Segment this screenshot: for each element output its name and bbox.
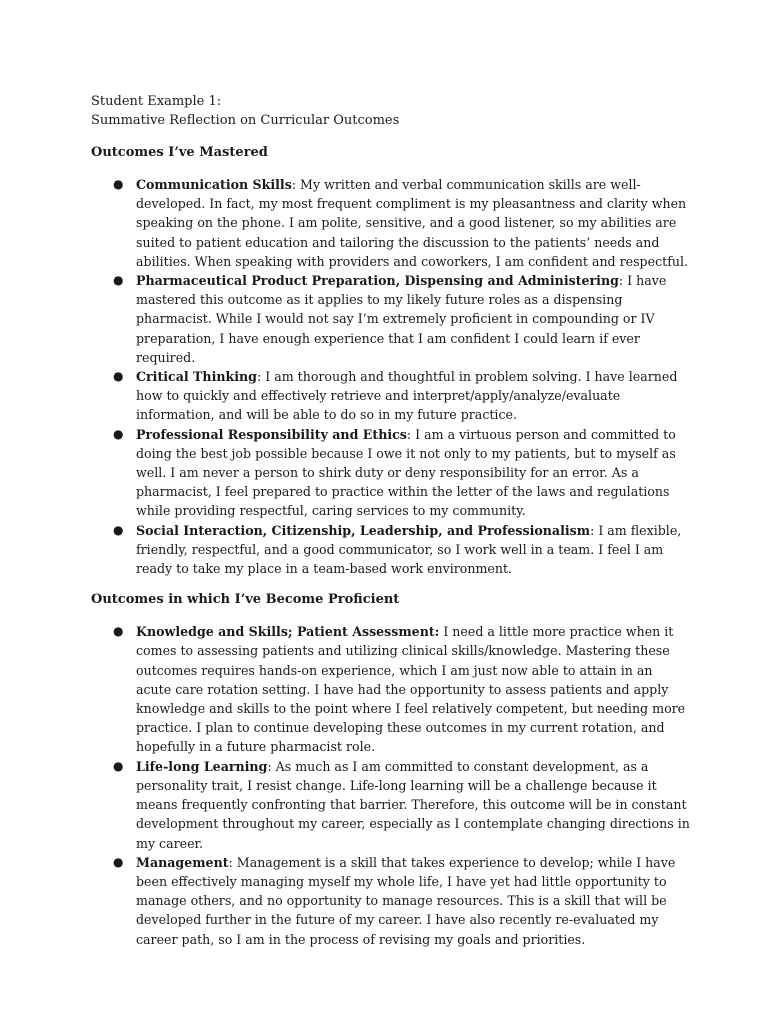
outcome-description: I need a little more practice when it comes to assessing patients and utilizing clinical skills/knowledge. Mastering these outcomes requires hands-on experience, which I am just now able to attain in an acute care rotation setting. I have had the opportunity to assess patients and apply knowledge and skills to the point where I feel relatively competent, but needing more practice. I plan to continue developing these outcomes in my current rotation, and hopefully in a future pharmacist role.	[136, 624, 686, 755]
document-label: Student Example 1:	[91, 94, 222, 109]
section-heading-proficient: Outcomes in which I’ve Become Proficient	[91, 592, 400, 608]
list-item	[91, 425, 691, 521]
outcome-description: : I am thorough and thoughtful in problem solving. I have learned how to quickly and effectively retrieve and interpret/apply/analyze/evaluate information, and will be able to do so in my future practice.	[136, 369, 678, 423]
bullet-icon: ●	[113, 273, 124, 288]
outcome-term: Communication Skills	[136, 177, 292, 192]
list-item	[91, 622, 691, 756]
bullet-icon: ●	[113, 369, 124, 384]
document-title: Summative Reflection on Curricular Outcomes	[91, 113, 400, 128]
outcome-term: Social Interaction, Citizenship, Leadership, and Professionalism	[136, 522, 591, 538]
bullet-icon: ●	[113, 426, 124, 441]
outcome-term: Knowledge and Skills; Patient Assessment:	[136, 624, 440, 640]
bullet-icon: ●	[113, 854, 124, 869]
mastered-outcomes-list	[91, 175, 691, 578]
list-item	[91, 757, 691, 853]
document-page	[91, 92, 691, 949]
outcome-term: Management	[136, 854, 229, 870]
outcome-description: : My written and verbal communication skills are well-developed. In fact, my most frequent compliment is my pleasantness and clarity when speaking on the phone. I am polite, sensitive, and a good listener, so my abilities are suited to patient education and tailoring the discussion to the patients’ needs and abilities. When speaking with providers and coworkers, I am confident and respectful.	[136, 177, 688, 269]
outcome-term: Life-long Learning	[136, 758, 268, 774]
outcome-term: Critical Thinking	[136, 369, 257, 385]
outcome-description: : As much as I am committed to constant development, as a personality trait, I resist change. Life-long learning will be a challenge because it means frequently confronting that barrier. Therefore, this outcome will be in constant development throughout my career, especially as I contemplate changing directions in my career.	[136, 758, 690, 851]
list-item	[91, 853, 691, 949]
bullet-icon: ●	[113, 758, 124, 773]
list-item	[91, 367, 691, 425]
list-item	[91, 271, 691, 367]
list-item	[91, 521, 691, 579]
outcome-term: Pharmaceutical Product Preparation, Dispensing and Administering	[136, 273, 619, 289]
outcome-description: : I am flexible, friendly, respectful, and a good communicator, so I work well in a team. I feel I am ready to take my place in a team-based work environment.	[136, 522, 682, 577]
outcome-description: : I have mastered this outcome as it applies to my likely future roles as a dispensing pharmacist. While I would not say I’m extremely proficient in compounding or IV preparation, I have enough experience that I am confident I could learn if ever required.	[136, 273, 667, 365]
outcome-description: : Management is a skill that takes experience to develop; while I have been effectively managing myself my whole life, I have yet had little opportunity to manage others, and no opportunity to manage resources. This is a skill that will be developed further in the future of my career. I have also recently re-evaluated my career path, so I am in the process of revising my goals and priorities.	[136, 854, 676, 947]
list-item	[91, 175, 691, 271]
bullet-icon: ●	[113, 624, 124, 639]
section-heading-mastered: Outcomes I’ve Mastered	[91, 145, 268, 160]
bullet-icon: ●	[113, 177, 124, 191]
proficient-outcomes-list	[91, 622, 691, 948]
outcome-description: : I am a virtuous person and committed to doing the best job possible because I owe it not only to my patients, but to myself as well. I am never a person to shirk duty or deny responsibility for an error. As a pharmacist, I feel prepared to practice within the letter of the laws and regulations while providing respectful, caring services to my community.	[136, 426, 676, 519]
outcome-term: Professional Responsibility and Ethics	[136, 426, 407, 442]
bullet-icon: ●	[113, 522, 124, 537]
